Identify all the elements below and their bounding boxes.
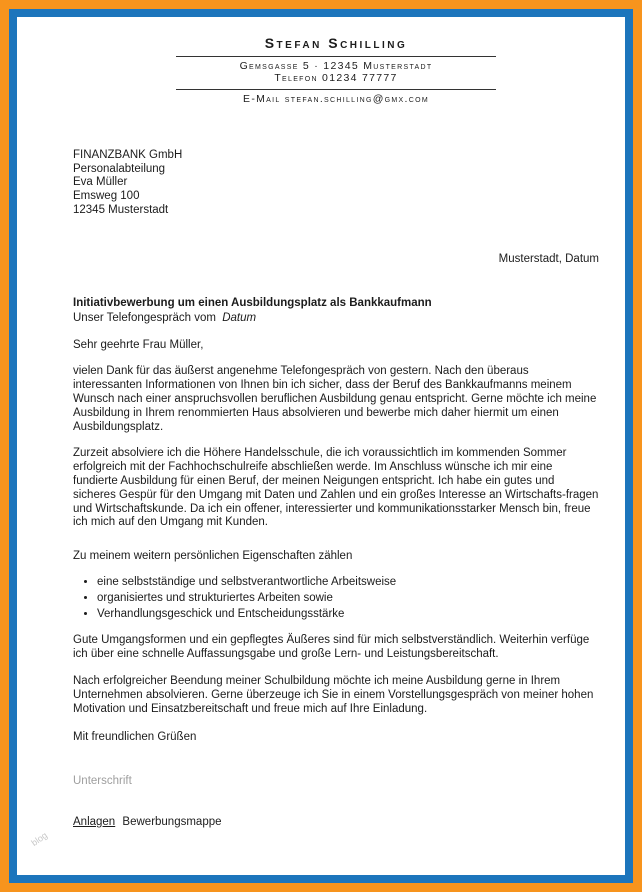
recipient-city: 12345 Musterstadt: [73, 203, 169, 216]
letterhead-divider-top: [176, 56, 496, 57]
paragraph-3: Gute Umgangsformen und ein gepflegtes Äußeres sind für mich selbstverständlich. Weiterhin verfüge ich über eine schnelle Auffassungsgabe und große Lern- und Leistungsbereitschaft.: [73, 634, 590, 661]
paragraph-4: Nach erfolgreicher Beendung meiner Schulbildung möchte ich meine Ausbildung gerne in Ihrem Unternehmen absolvieren. Gerne überzeuge ich Sie in einem Vorstellungsgespräch von meiner hohen Motivation und Einsatzbereitschaft und freue mich auf Ihre Einladung.: [73, 675, 594, 715]
letterhead: [176, 35, 496, 105]
sender-email: E-Mail stefan.schilling@gmx.com: [243, 92, 429, 105]
letter-inner-frame: [9, 9, 633, 883]
sender-phone: Telefon 01234 77777: [274, 72, 398, 85]
subject-subline-date: Datum: [222, 311, 257, 324]
recipient-street: Emsweg 100: [73, 190, 140, 203]
salutation: Sehr geehrte Frau Müller,: [73, 338, 204, 351]
date-line: Musterstadt, Datum: [498, 253, 599, 266]
trait-item: • eine selbstständige und selbstverantwortliche Arbeitsweise: [97, 576, 599, 590]
paragraph-1: vielen Dank für das äußerst angenehme Telefongespräch von gestern. Nach den überaus interessanten Informationen von Ihnen bin ich sicher, dass der Beruf des Bankkaufmanns meinem Wunsch nach einer anspruchsvollen beruflichen Ausbildung genau entspricht. Gerne möchte ich meine Ausbildung in Ihrem renommierten Haus absolvieren und bewerbe mich daher hiermit um einen Ausbildungsplatz.: [73, 365, 597, 433]
blog-watermark: blog: [29, 830, 50, 849]
sender-name: Stefan Schilling: [264, 35, 408, 51]
closing-line: Mit freundlichen Grüßen: [73, 731, 197, 744]
attachments-label: Anlagen: [73, 815, 116, 828]
letterhead-divider-bottom: [176, 89, 496, 90]
trait-item: • Verhandlungsgeschick und Entscheidungsstärke: [97, 608, 599, 622]
subject-subline-prefix: Unser Telefongespräch vom: [73, 311, 216, 324]
recipient-contact: Eva Müller: [73, 176, 128, 189]
traits-intro: Zu meinem weitern persönlichen Eigenschaften zählen: [73, 550, 353, 563]
recipient-company: FINANZBANK GmbH: [73, 149, 183, 162]
trait-item: • organisiertes und strukturiertes Arbeiten sowie: [97, 592, 599, 606]
signature-placeholder: Unterschrift: [73, 775, 132, 788]
attachments-line: [73, 816, 599, 830]
subject-line: Initiativbewerbung um einen Ausbildungsplatz als Bankkaufmann: [73, 297, 432, 310]
sender-address: Gemsgasse 5 · 12345 Musterstadt: [239, 59, 433, 72]
recipient-department: Personalabteilung: [73, 162, 166, 175]
attachments-value: Bewerbungsmappe: [122, 815, 222, 828]
paragraph-2: Zurzeit absolviere ich die Höhere Handelsschule, die ich voraussichtlich im kommenden Sommer erfolgreich mit der Fachhochschulreife abschließen werde. Im Anschluss wünsche ich mir eine fundierte Ausbildung für einen Beruf, der meinen Neigungen entspricht. Ich habe ein gutes und sicheres Gespür für den Umgang mit Daten und Zahlen und ein großes Interesse an Wirtschafts-fragen und Wirtschaftskunde. Da ich ein offener, interessierter und kommunikationsstarker Mensch bin, freue ich mich auf den Umgang mit Kunden.: [73, 447, 599, 529]
recipient-block: [73, 149, 599, 217]
traits-list: [73, 576, 599, 621]
subject-subline: [73, 312, 599, 326]
